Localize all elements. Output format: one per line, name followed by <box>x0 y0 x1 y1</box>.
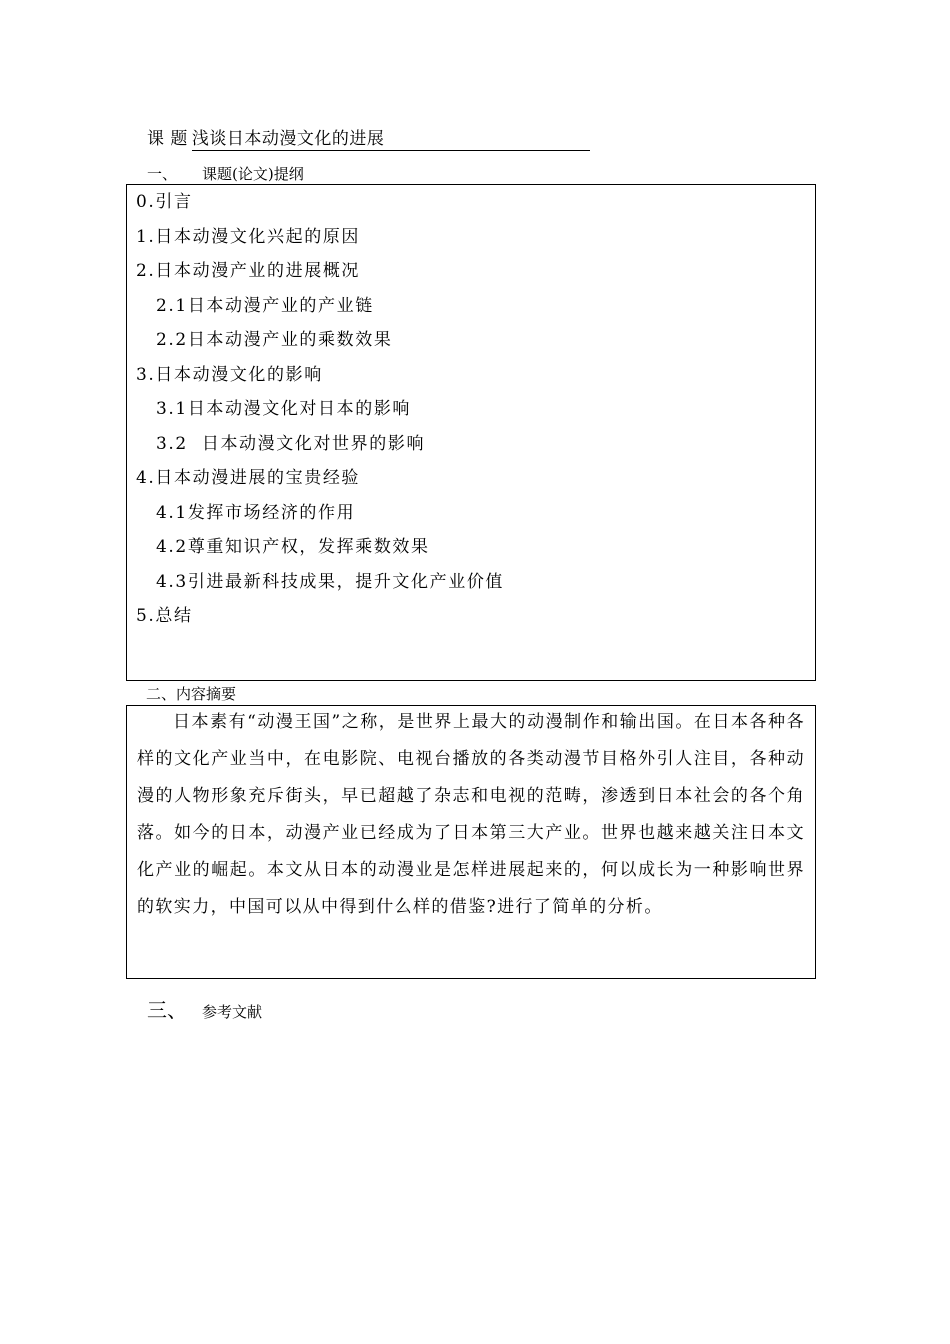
outline-item: 1.日本动漫文化兴起的原因 <box>136 226 361 247</box>
outline-item: 2.日本动漫产业的进展概况 <box>136 261 361 281</box>
outline-item: 5.总结 <box>136 606 193 626</box>
section-title: 课题(论文)提纲 <box>202 165 304 183</box>
outline-item: 4.日本动漫进展的宝贵经验 <box>136 468 361 488</box>
outline-subitem: 3.2 日本动漫文化对世界的影响 <box>156 433 426 454</box>
section-abstract-heading: 二、内容摘要 <box>146 685 237 703</box>
section-outline-heading <box>147 163 304 184</box>
outline-subitem: 4.2尊重知识产权，发挥乘数效果 <box>156 537 430 557</box>
topic-value: 浅谈日本动漫文化的进展 <box>192 124 590 151</box>
outline-subitem: 3.1日本动漫文化对日本的影响 <box>156 399 412 419</box>
section-references-heading <box>147 994 262 1023</box>
outline-subitem: 4.3引进最新科技成果，提升文化产业价值 <box>156 571 505 592</box>
section-number: 三、 <box>147 998 187 1022</box>
outline-subitem: 4.1发挥市场经济的作用 <box>156 502 356 523</box>
outline-item: 0.引言 <box>136 192 193 212</box>
topic-line <box>147 124 590 151</box>
abstract-box <box>126 705 816 979</box>
outline-box <box>126 184 816 681</box>
outline-subitem: 2.1日本动漫产业的产业链 <box>156 295 374 316</box>
section-title: 参考文献 <box>202 1003 263 1021</box>
section-number: 一、 <box>147 165 178 183</box>
outline-item: 3.日本动漫文化的影响 <box>136 364 323 385</box>
outline-subitem: 2.2日本动漫产业的乘数效果 <box>156 330 393 350</box>
abstract-text: 日本素有“动漫王国”之称，是世界上最大的动漫制作和输出国。在日本各种各样的文化产业当中，在电影院、电视台播放的各类动漫节目格外引人注目，各种动漫的人物形象充斥街头，早已超越了杂志和电视的范畴，渗透到日本社会的各个角落。如今的日本，动漫产业已经成为了日本第三大产业。世界也越来越关注日本文化产业的崛起。本文从日本的动漫业是怎样进展起来的，何以成长为一种影响世界的软实力，中国可以从中得到什么样的借鉴?进行了简单的分析。 <box>137 712 805 917</box>
topic-label: 课 题 <box>147 129 188 149</box>
